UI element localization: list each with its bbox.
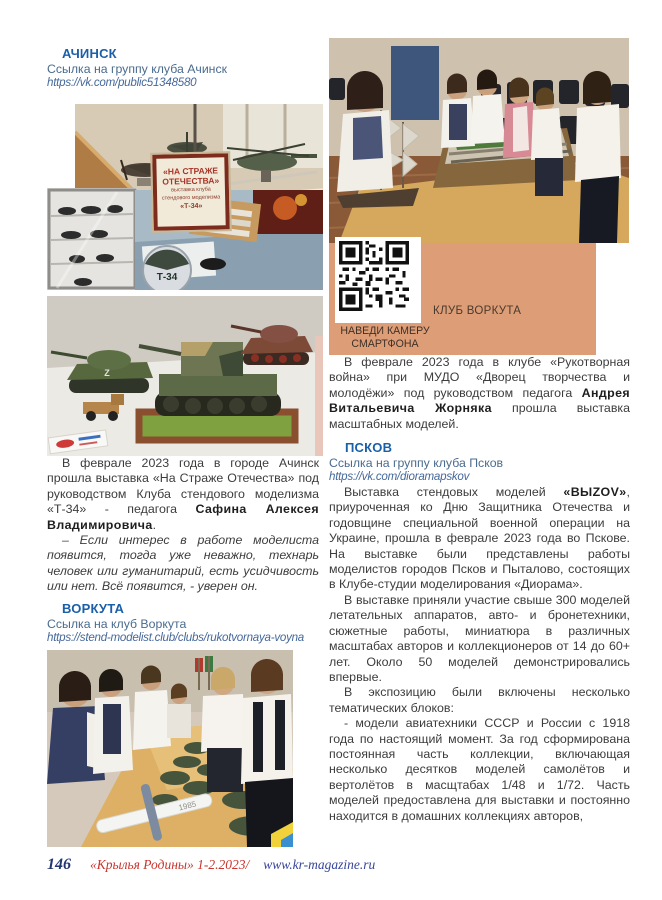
qr-code-pattern xyxy=(339,241,409,311)
t34-emblem-plate xyxy=(143,246,191,290)
children-long-table-art xyxy=(47,650,293,847)
tank-z-marking: Z xyxy=(104,368,110,378)
small-model-2 xyxy=(200,258,226,270)
achinsk-quote: – Если интерес в работе моделиста появится, тогда уже неважно, технарь человек или гуманитарий, есть усидчивость или нет. Всё появится, - уверен он. xyxy=(47,533,319,594)
tank-models-art xyxy=(47,296,323,456)
photo-achinsk-exhibition-collage xyxy=(47,104,323,290)
sign-title-line1: «НА СТРАЖЕ xyxy=(163,165,219,177)
qr-scan-hint xyxy=(329,325,441,350)
section-heading-vorkuta: ВОРКУТА xyxy=(62,600,125,616)
qr-scan-hint-line2: СМАРТФОНА xyxy=(351,337,419,350)
right-column xyxy=(329,38,630,824)
achinsk-paragraph-post: . xyxy=(152,517,157,532)
glider-marking: 1985 xyxy=(177,799,198,813)
photo-achinsk-display-case xyxy=(47,188,137,290)
pskov-paragraph-2: В выставке приняли участие свыше 300 моделей летательных аппаратов, авто- и бронетехники, сюжетные работы, миниатюра в различных масштабах авторов и коллекционеров от 14 до 60+ лет. Около 50 моделей демонстрировались впервые. xyxy=(329,592,630,684)
pskov-paragraph-1 xyxy=(329,485,630,593)
left-column xyxy=(47,40,319,847)
vyzov-exhibition-name: «ВЫZOV» xyxy=(563,485,627,500)
page-footer xyxy=(47,856,607,874)
vorkuta-paragraph-pre: В феврале 2023 года в клубе «Рукотворная война» при МУДО «Дворец творчества и молодёжи» под руководством педагога xyxy=(329,355,630,400)
pskov-link-label: Ссылка на группу клуба Псков xyxy=(329,456,504,471)
qr-panel xyxy=(329,243,596,355)
display-case-art xyxy=(47,188,137,290)
magazine-issue: «Крылья Родины» 1-2.2023/ xyxy=(90,857,250,872)
sign-title-line2: ОТЕЧЕСТВА» xyxy=(162,174,220,187)
vorkuta-club-art xyxy=(329,38,629,243)
achinsk-paragraph-pre: В феврале 2023 года в городе Ачинск прошла выставка «На Страже Отечества» под руководством Клуба стендового моделизма «Т-34» - педагога xyxy=(47,456,319,517)
qr-scan-hint-line1: НАВЕДИ КАМЕРУ xyxy=(340,325,430,337)
sign-sub-line2: стендового моделизма xyxy=(161,193,221,202)
pskov-link-url[interactable]: https://vk.com/dioramapskov xyxy=(329,470,470,484)
vorkuta-teacher-name: Андрея Витальевича Жорняка xyxy=(329,385,630,416)
vorkuta-link-label: Ссылка на клуб Воркута xyxy=(47,616,187,631)
photo-vorkuta-club-exhibition xyxy=(329,38,629,243)
achinsk-link-url[interactable]: https://vk.com/public51348580 xyxy=(47,76,197,89)
vorkuta-link-url[interactable]: https://stend-modelist.club/clubs/rukotvornaya-voyna xyxy=(47,630,305,644)
achinsk-teacher-name: Сафина Алексея Владимировича xyxy=(47,502,319,532)
sign-sub-line1: выставка клуба xyxy=(171,186,211,194)
exhibition-sign xyxy=(152,153,230,231)
t34-plate-text: Т-34 xyxy=(156,272,178,283)
photo-tank-models-table xyxy=(47,296,323,456)
dark-poster xyxy=(253,190,323,234)
pskov-paragraph-3: В экспозицию были включены несколько тематических блоков: xyxy=(329,685,630,715)
qr-code[interactable] xyxy=(335,237,421,323)
vorkuta-paragraph xyxy=(329,355,630,432)
achinsk-link-label: Ссылка на группу клуба Ачинск xyxy=(47,62,228,76)
page-number: 146 xyxy=(47,856,71,873)
achinsk-paragraph xyxy=(47,456,319,533)
sign-sub-line3: «Т-34» xyxy=(180,202,203,211)
qr-club-label: КЛУБ ВОРКУТА xyxy=(433,305,522,317)
pskov-paragraph-1-post: , приуроченная ко Дню Защитника Отечества и годовщине специальной военной операции на Украине, прошла в феврале 2023 года во Пскове. На выставке были представлены работы моделистов городов Псков и Пыталово, состоящих в Клубе-студии моделирования «Диорама». xyxy=(329,485,630,592)
section-heading-pskov: ПСКОВ xyxy=(345,440,393,456)
photo-children-long-table xyxy=(47,650,293,847)
pskov-paragraph-4: - модели авиатехники СССР и России с 1918 года по настоящий момент. За год сформирована постоянная часть коллекции, включающая несколько десятков моделей самолётов и вертолётов в масщтабах 1/48 и 1/72. Часть моделей предоставлена для выставки и постоянно находится в домашних коллекциях авторов, xyxy=(329,716,630,823)
magazine-website[interactable]: www.kr-magazine.ru xyxy=(263,857,376,872)
section-heading-achinsk: АЧИНСК xyxy=(62,46,117,61)
vorkuta-paragraph-post: прошла выставка масштабных моделей. xyxy=(329,401,630,431)
pskov-paragraph-1-pre: Выставка стендовых моделей xyxy=(344,485,564,500)
